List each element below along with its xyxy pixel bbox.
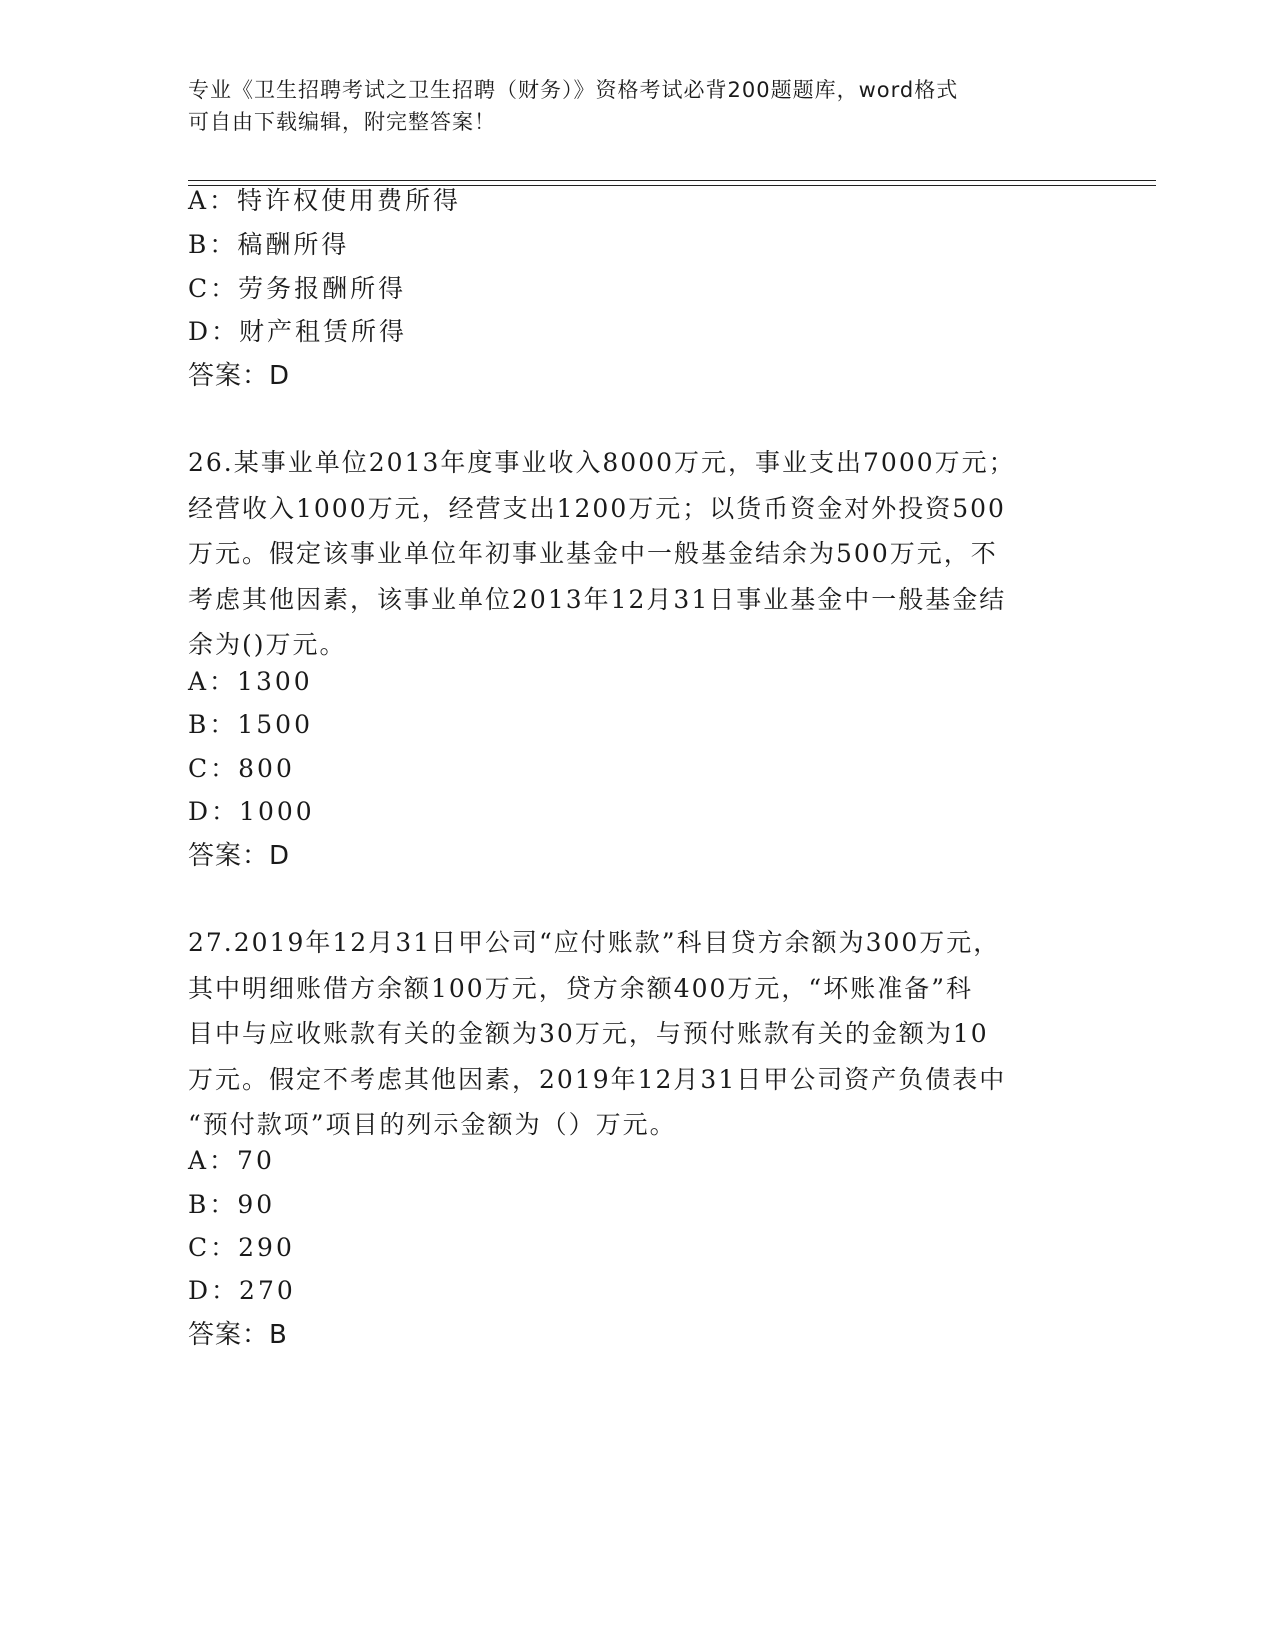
q26-stem-line: 考虑其他因素，该事业单位2013年12月31日事业基金中一般基金结 [188, 584, 1007, 614]
q26-stem-line: 余为()万元。 [188, 630, 347, 659]
q25-option-b: B：稿酬所得 [188, 230, 350, 259]
q26-stem-line: 万元。假定该事业单位年初事业基金中一般基金结余为500万元，不 [188, 539, 998, 568]
q26-answer: 答案：D [188, 841, 291, 871]
q27-answer: 答案：B [188, 1320, 288, 1350]
q27-stem-line: 目中与应收账款有关的金额为30万元，与预付账款有关的金额为10 [188, 1019, 989, 1048]
header-line-1: 专业《卫生招聘考试之卫生招聘（财务）》资格考试必背200题题库，word格式 [188, 78, 959, 102]
q27-option-b: B：90 [188, 1190, 276, 1219]
q25-option-a: A：特许权使用费所得 [188, 186, 462, 215]
header-line-2: 可自由下载编辑，附完整答案！ [188, 110, 496, 134]
q26-option-b: B：1500 [188, 710, 313, 739]
q27-stem-line: 27.2019年12月31日甲公司“应付账款”科目贷方余额为300万元， [188, 928, 1001, 957]
q27-option-d: D：270 [188, 1276, 296, 1305]
q27-stem [188, 920, 1068, 1148]
q26-option-c: C：800 [188, 754, 295, 783]
document-header [188, 74, 1068, 138]
q27-stem-line: 万元。假定不考虑其他因素，2019年12月31日甲公司资产负债表中 [188, 1064, 1007, 1094]
q27-option-a: A：70 [188, 1146, 275, 1175]
q26-option-a: A：1300 [188, 667, 313, 696]
q25-answer: 答案：D [188, 361, 291, 391]
q25-option-c: C：劳务报酬所得 [188, 274, 407, 303]
q26-stem [188, 440, 1068, 668]
q27-option-c: C：290 [188, 1233, 295, 1262]
q26-option-d: D：1000 [188, 797, 315, 826]
q26-stem-line: 经营收入1000万元，经营支出1200万元；以货币资金对外投资500 [188, 493, 1006, 523]
q26-stem-line: 26.某事业单位2013年度事业收入8000万元，事业支出7000万元； [188, 448, 1016, 477]
q27-stem-line: 其中明细账借方余额100万元，贷方余额400万元，“坏账准备”科 [188, 973, 973, 1003]
q25-option-d: D：财产租赁所得 [188, 317, 408, 346]
q27-stem-line: “预付款项”项目的列示金额为（）万元。 [188, 1110, 677, 1139]
header-divider-top [188, 180, 1156, 181]
